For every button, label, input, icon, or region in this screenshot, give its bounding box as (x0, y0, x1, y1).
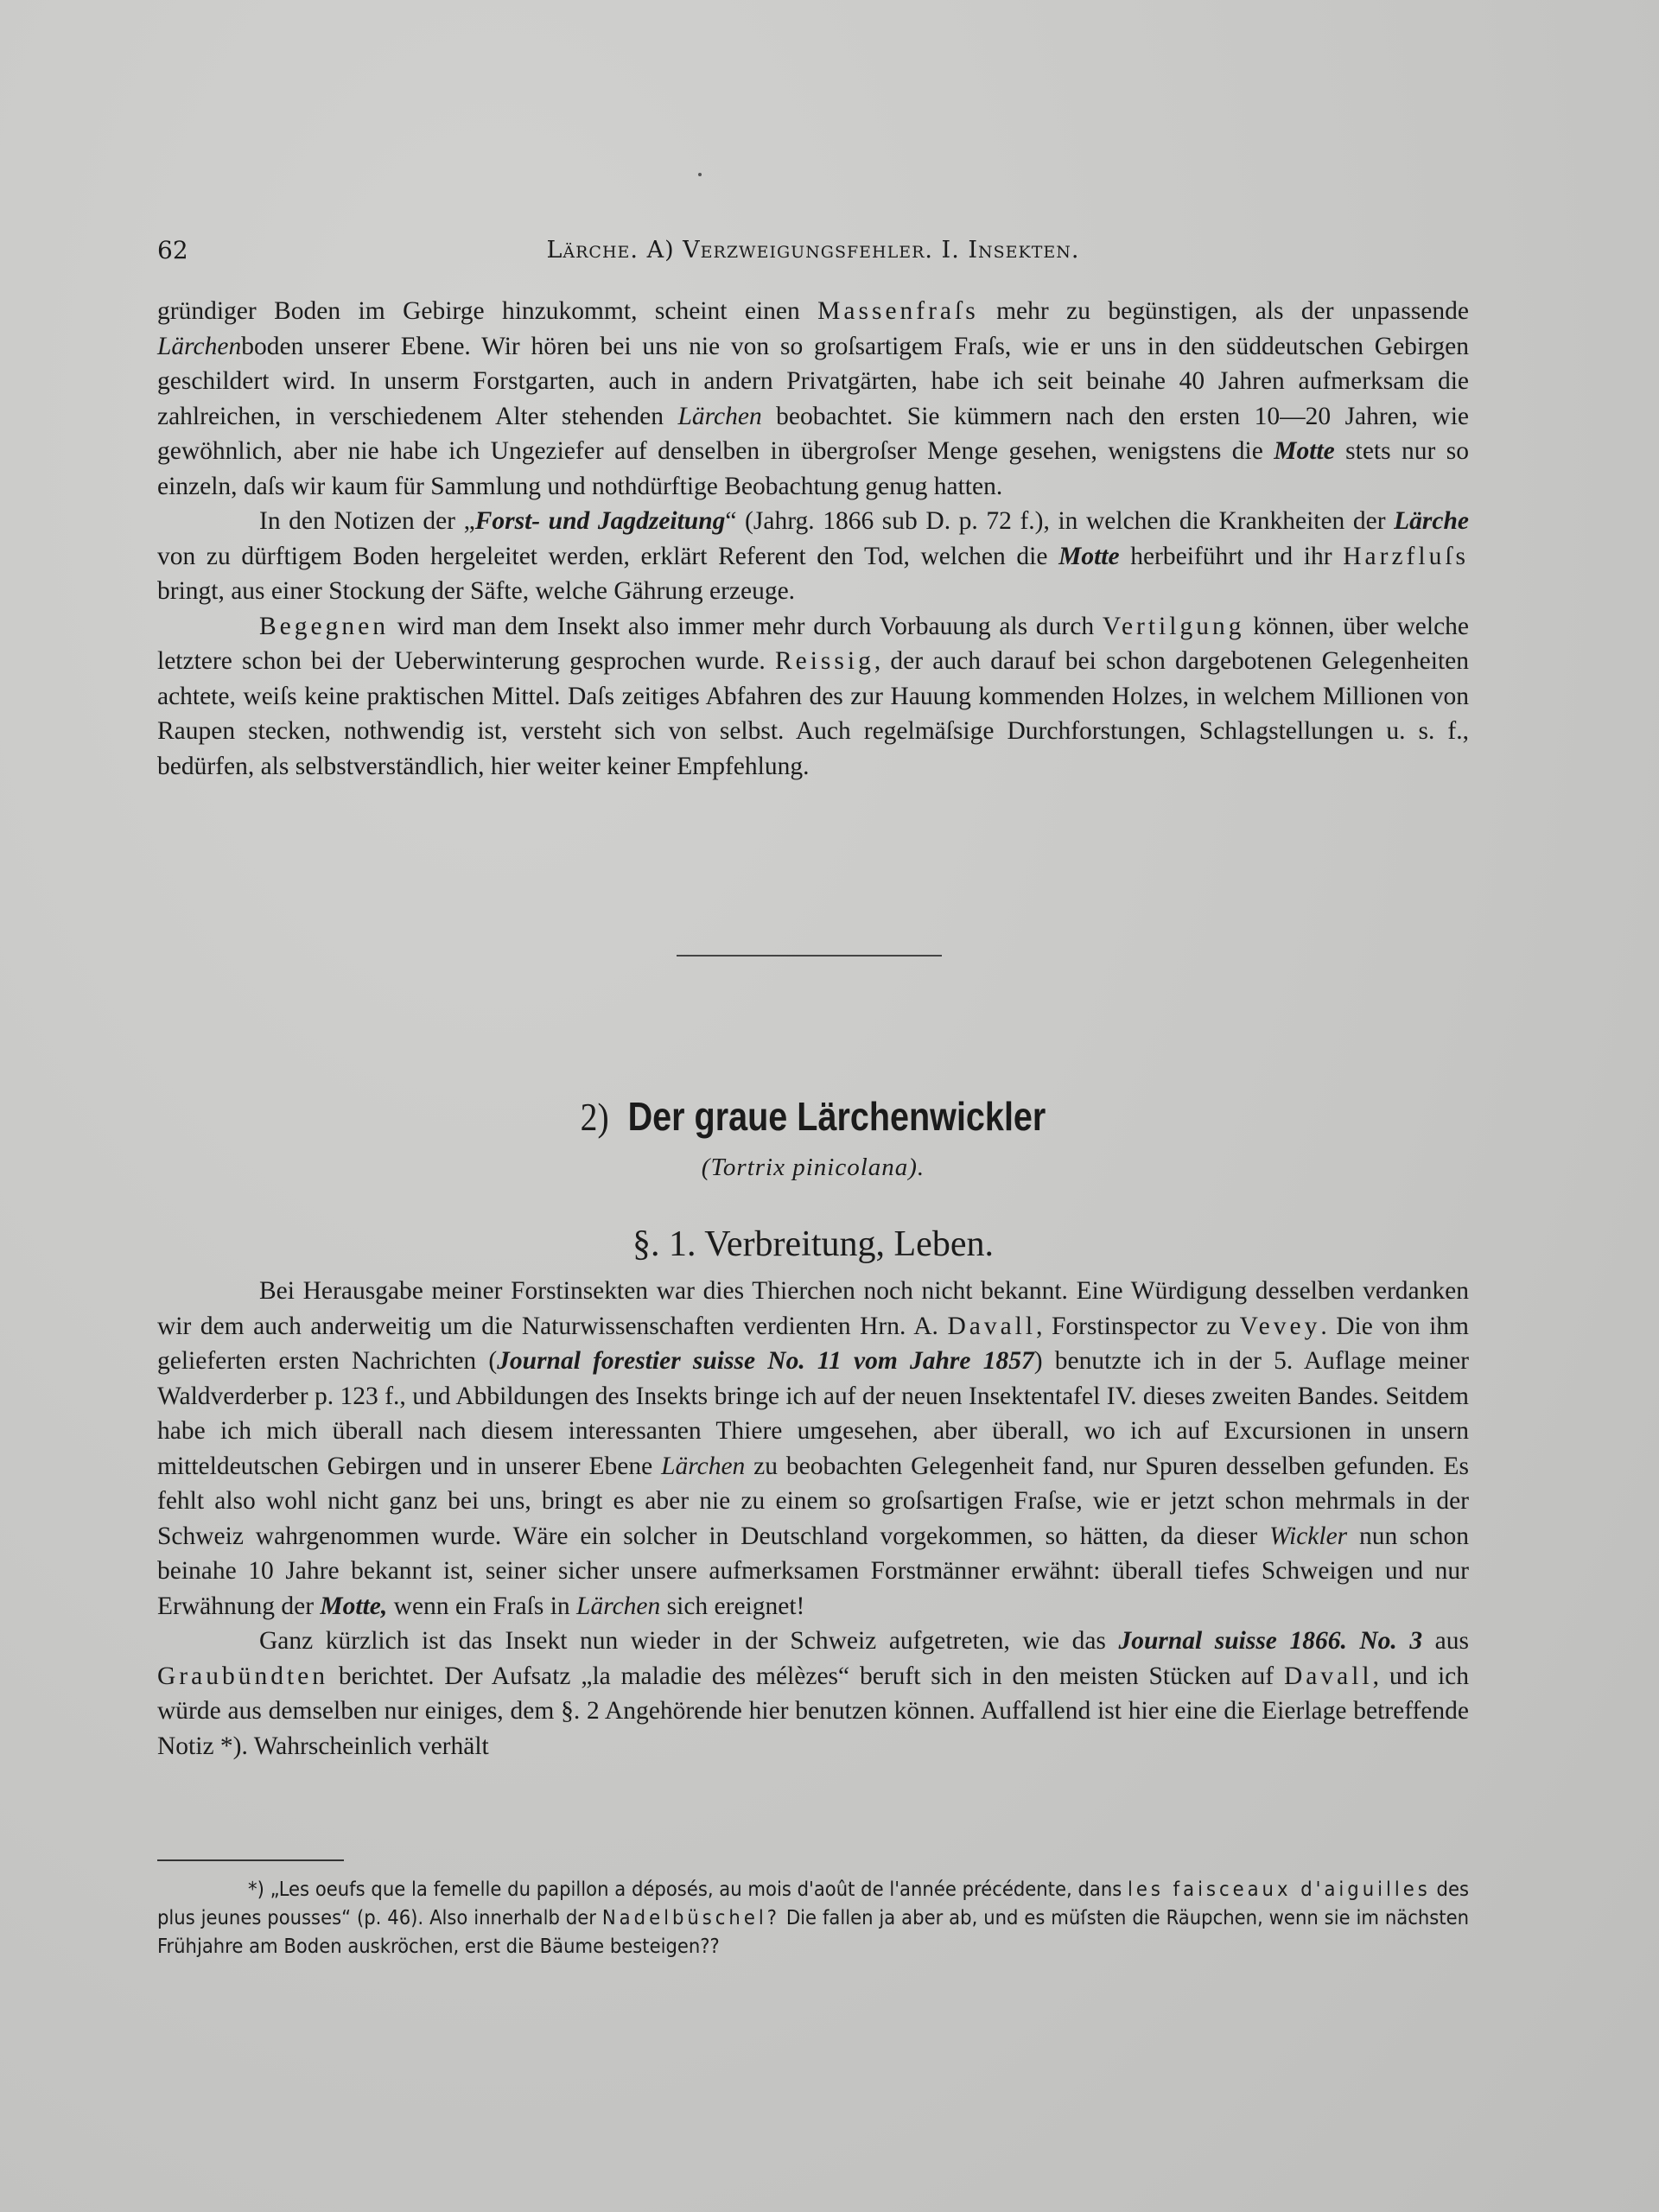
footnote (157, 1875, 1469, 1961)
running-title: Lärche. A) Verzweigungsfehler. I. Insekten. (546, 237, 1080, 264)
paragraph: Ganz kürzlich ist das Insekt nun wieder in der Schweiz aufgetreten, wie das Journal suisse 1866. No. 3 aus Graubündten berichtet. Der Aufsatz „la maladie des mélèzes“ beruft sich in den meisten Stücken auf Davall, und ich würde aus demselben nur einiges, dem §. 2 Angehörende hier benutzen können. Auffallend ist hier eine die Eierlage betreffende Notiz *). Wahrscheinlich verhält (157, 1627, 1470, 1760)
footnote-rule (157, 1859, 344, 1861)
paragraph: gründiger Boden im Gebirge hinzukommt, scheint einen Massenfraſs mehr zu begünstigen, als der unpassende Lärchenboden unserer Ebene. Wir hören bei uns nie von so groſsartigem Fraſs, wie er uns in den süddeutschen Gebirgen geschildert wird. In unserm Forstgarten, auch in andern Privatgärten, habe ich seit beinahe 40 Jahren aufmerksam die zahlreichen, in verschiedenem Alter stehenden Lärchen beobachtet. Sie kümmern nach den ersten 10—20 Jahren, wie gewöhnlich, aber nie habe ich Ungeziefer auf denselben in übergroſser Menge gesehen, wenigstens die Motte stets nur so einzeln, daſs wir kaum für Sammlung und nothdürftige Beobachtung genug hatten. (157, 297, 1469, 500)
footnote-text: *) „Les oeufs que la femelle du papillon a déposés, au mois d'août de l'année précédente, dans les faisceaux d'aiguilles des plus jeunes pousses“ (p. 46). Also innerhalb der Nadelbüschel? Die fallen ja aber ab, und es müſsten die Räupchen, wenn sie im nächsten Frühjahre am Boden auskröchen, erst die Bäume besteigen?? (157, 1877, 1469, 1958)
print-speck (698, 173, 702, 176)
text-block-top (157, 294, 1469, 784)
paragraph: In den Notizen der „Forst- und Jagdzeitung“ (Jahrg. 1866 sub D. p. 72 f.), in welchen die Krankheiten der Lärche von zu dürftigem Boden hergeleitet werden, erklärt Referent den Tod, welchen die Motte herbeiführt und ihr Harzfluſs bringt, aus einer Stockung der Säfte, welche Gährung erzeuge. (157, 507, 1469, 605)
chapter-title: 2) Der graue Lärchenwickler (580, 1094, 1046, 1139)
section-heading: §. 1. Verbreitung, Leben. (632, 1224, 994, 1264)
section-divider (677, 955, 942, 957)
page-header (157, 233, 1469, 268)
latin-name: (Tortrix pinicolana). (701, 1154, 925, 1181)
paragraph: Begegnen wird man dem Insekt also immer mehr durch Vorbauung als durch Vertilgung können, über welche letztere schon bei der Ueberwinterung gesprochen wurde. Reissig, der auch darauf bei schon dargebotenen Gelegenheiten achtete, weiſs keine praktischen Mittel. Daſs zeitiges Abfahren des zur Hauung kommenden Holzes, in welchem Millionen von Raupen stecken, nothwendig ist, versteht sich von selbst. Auch regelmäſsige Durchforstungen, Schlagstellungen u. s. f., bedürfen, als selbstverständlich, hier weiter keiner Empfehlung. (157, 612, 1470, 780)
text-block-bottom (157, 1274, 1469, 1764)
paragraph: Bei Herausgabe meiner Forstinsekten war dies Thierchen noch nicht bekannt. Eine Würdigung desselben verdanken wir dem auch anderweitig um die Naturwissenschaften verdienten Hrn. A. Davall, Forstinspector zu Vevey. Die von ihm gelieferten ersten Nachrichten (Journal forestier suisse No. 11 vom Jahre 1857) benutzte ich in der 5. Auflage meiner Waldverderber p. 123 f., und Abbildungen des Insekts bringe ich auf der neuen Insektentafel IV. dieses zweiten Bandes. Seitdem habe ich mich überall nach diesem interessanten Thiere umgesehen, aber überall, wo ich auf Excursionen in unsern mitteldeutschen Gebirgen und in unserer Ebene Lärchen zu beobachten Gelegenheit fand, nur Spuren desselben gefunden. Es fehlt also wohl nicht ganz bei uns, bringt es aber nie zu einem so groſsartigen Fraſse, wie er jetzt schon mehrmals in der Schweiz wahrgenommen wurde. Wäre ein solcher in Deutschland vorgekommen, so hätten, da dieser Wickler nun schon beinahe 10 Jahre bekannt ist, seiner sicher unsere aufmerksamen Forstmänner erwähnt: überall tiefes Schweigen und nur Erwähnung der Motte, wenn ein Fraſs in Lärchen sich ereignet! (157, 1277, 1470, 1620)
page-number: 62 (157, 236, 188, 264)
